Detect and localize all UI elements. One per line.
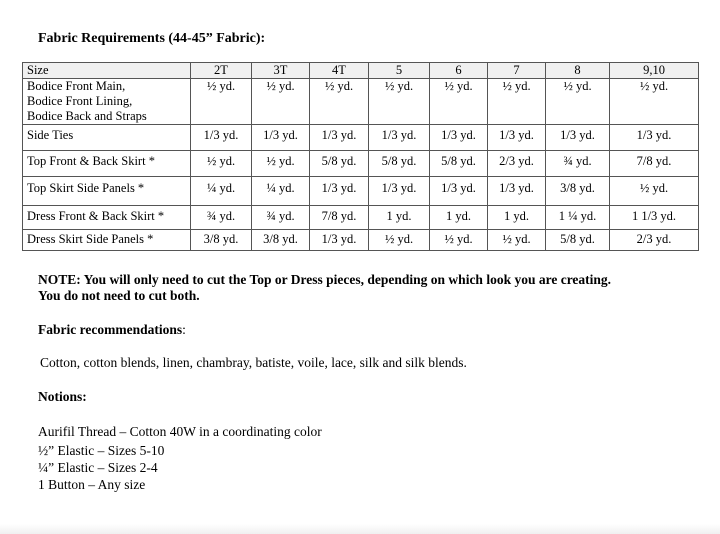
- row-label: Bodice Front Main, Bodice Front Lining, Bodice Back and Straps: [23, 79, 191, 125]
- table-header-row: [23, 63, 699, 79]
- yardage-cell: 1/3 yd.: [430, 125, 488, 151]
- yardage-cell: 1/3 yd.: [310, 177, 369, 206]
- notion-item: ½” Elastic – Sizes 5-10: [38, 443, 165, 458]
- yardage-cell: 1/3 yd.: [546, 125, 610, 151]
- table-row: [23, 206, 699, 230]
- note-line-2: You do not need to cut both.: [38, 288, 200, 303]
- table-row: [23, 230, 699, 251]
- size-column-header: 4T: [310, 63, 369, 79]
- size-column-header: 3T: [252, 63, 310, 79]
- yardage-cell: ½ yd.: [610, 177, 699, 206]
- notion-item: 1 Button – Any size: [38, 477, 146, 492]
- yardage-cell: ¼ yd.: [252, 177, 310, 206]
- yardage-cell: 1 yd.: [488, 206, 546, 230]
- row-label: Side Ties: [23, 125, 191, 151]
- yardage-cell: 5/8 yd.: [310, 151, 369, 177]
- yardage-cell: ¾ yd.: [546, 151, 610, 177]
- yardage-cell: 1/3 yd.: [310, 230, 369, 251]
- yardage-cell: ¼ yd.: [191, 177, 252, 206]
- yardage-cell: ½ yd.: [310, 79, 369, 125]
- notions-list: [38, 423, 322, 493]
- yardage-cell: 1/3 yd.: [430, 177, 488, 206]
- yardage-cell: ½ yd.: [369, 79, 430, 125]
- yardage-cell: 1/3 yd.: [488, 177, 546, 206]
- yardage-cell: 1/3 yd.: [369, 177, 430, 206]
- page-title: Fabric Requirements (44-45” Fabric):: [38, 31, 266, 46]
- size-column-header: 2T: [191, 63, 252, 79]
- yardage-cell: 3/8 yd.: [252, 230, 310, 251]
- fabric-recommendations-heading: [38, 322, 186, 338]
- yardage-cell: ½ yd.: [610, 79, 699, 125]
- yardage-cell: 3/8 yd.: [191, 230, 252, 251]
- row-label: Top Skirt Side Panels *: [23, 177, 191, 206]
- yardage-cell: ½ yd.: [488, 230, 546, 251]
- yardage-cell: 1/3 yd.: [191, 125, 252, 151]
- yardage-cell: 1 yd.: [369, 206, 430, 230]
- yardage-cell: 1/3 yd.: [310, 125, 369, 151]
- yardage-cell: 1 ¼ yd.: [546, 206, 610, 230]
- yardage-cell: 1/3 yd.: [252, 125, 310, 151]
- yardage-cell: ½ yd.: [488, 79, 546, 125]
- yardage-cell: ½ yd.: [252, 151, 310, 177]
- row-label: Dress Skirt Side Panels *: [23, 230, 191, 251]
- notion-item: Aurifil Thread – Cotton 40W in a coordinating color: [38, 424, 322, 439]
- yardage-cell: ½ yd.: [369, 230, 430, 251]
- table-row: [23, 151, 699, 177]
- yardage-cell: 5/8 yd.: [546, 230, 610, 251]
- yardage-cell: 3/8 yd.: [546, 177, 610, 206]
- fabric-requirements-table: [22, 62, 699, 251]
- size-column-header: 6: [430, 63, 488, 79]
- size-column-header: 7: [488, 63, 546, 79]
- size-column-header: 5: [369, 63, 430, 79]
- page-edge-shadow: [0, 524, 720, 534]
- yardage-cell: 1 yd.: [430, 206, 488, 230]
- yardage-cell: 7/8 yd.: [310, 206, 369, 230]
- yardage-cell: ¾ yd.: [252, 206, 310, 230]
- size-column-header: 9,10: [610, 63, 699, 79]
- yardage-cell: 1 1/3 yd.: [610, 206, 699, 230]
- yardage-cell: ½ yd.: [252, 79, 310, 125]
- yardage-cell: 7/8 yd.: [610, 151, 699, 177]
- yardage-cell: ½ yd.: [430, 79, 488, 125]
- yardage-cell: ½ yd.: [546, 79, 610, 125]
- notions-heading: Notions:: [38, 389, 87, 404]
- yardage-cell: 5/8 yd.: [369, 151, 430, 177]
- recommendations-heading-colon: :: [182, 322, 186, 337]
- yardage-cell: 5/8 yd.: [430, 151, 488, 177]
- yardage-cell: 1/3 yd.: [369, 125, 430, 151]
- row-label: Dress Front & Back Skirt *: [23, 206, 191, 230]
- yardage-cell: ½ yd.: [430, 230, 488, 251]
- table-row: [23, 125, 699, 151]
- yardage-cell: 1/3 yd.: [488, 125, 546, 151]
- yardage-cell: ½ yd.: [191, 79, 252, 125]
- row-label: Top Front & Back Skirt *: [23, 151, 191, 177]
- note-line-1: NOTE: You will only need to cut the Top or Dress pieces, depending on which look you are creating.: [38, 272, 612, 287]
- yardage-cell: 1/3 yd.: [610, 125, 699, 151]
- recommendations-heading-text: Fabric recommendations: [38, 322, 183, 337]
- notion-item: ¼” Elastic – Sizes 2-4: [38, 460, 158, 475]
- yardage-cell: ½ yd.: [191, 151, 252, 177]
- yardage-cell: 2/3 yd.: [610, 230, 699, 251]
- cutting-note: [38, 272, 698, 304]
- yardage-cell: ¾ yd.: [191, 206, 252, 230]
- table-row: [23, 177, 699, 206]
- size-column-header: 8: [546, 63, 610, 79]
- fabric-recommendations-text: Cotton, cotton blends, linen, chambray, batiste, voile, lace, silk and silk blends.: [40, 355, 467, 370]
- table-row: [23, 79, 699, 125]
- size-header: Size: [23, 63, 191, 79]
- yardage-cell: 2/3 yd.: [488, 151, 546, 177]
